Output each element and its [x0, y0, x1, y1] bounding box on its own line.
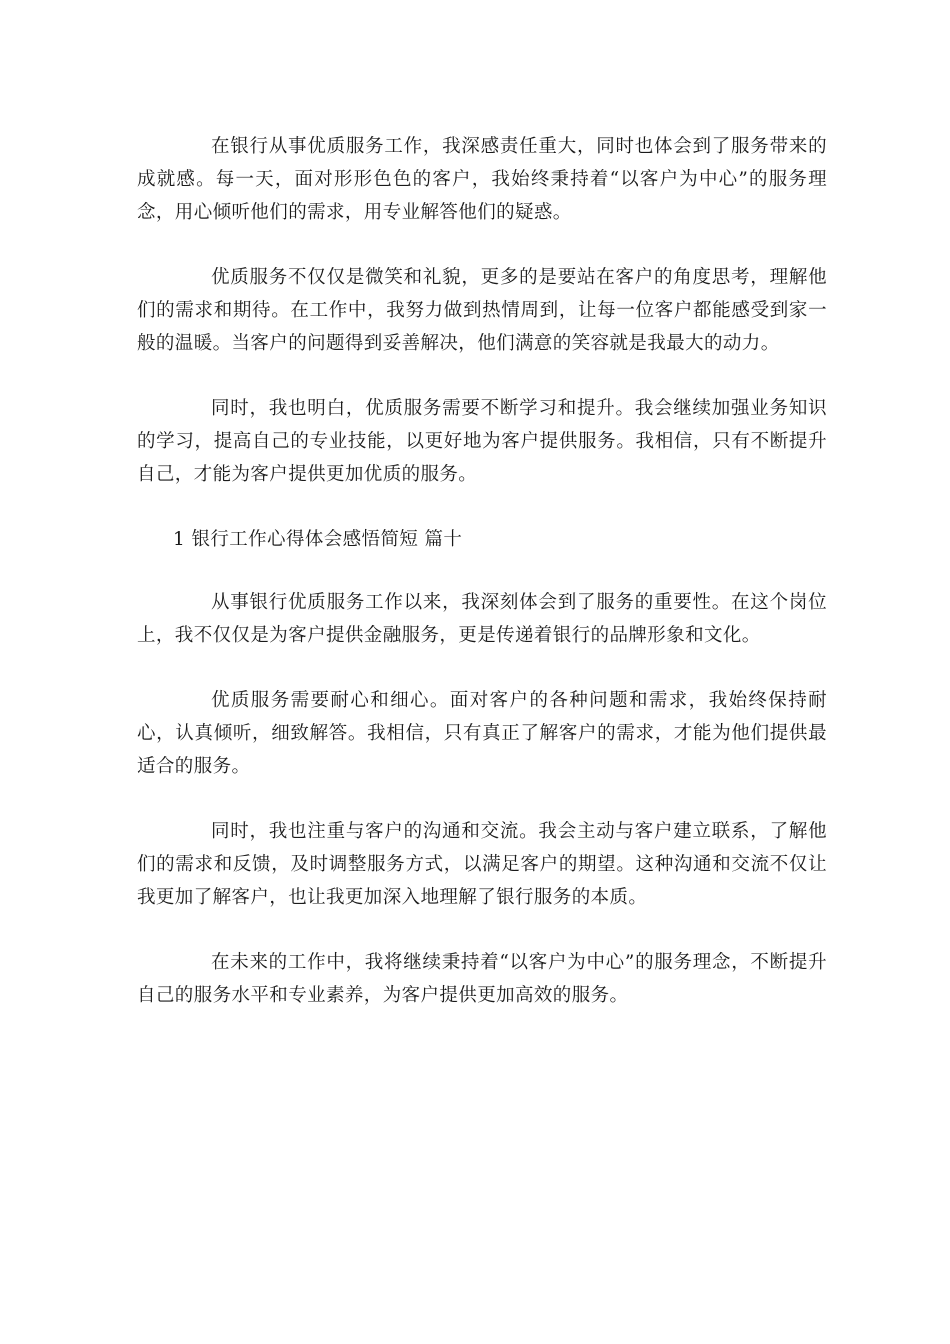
document-body — [137, 130, 827, 1044]
paragraph: 在未来的工作中，我将继续秉持着“以客户为中心”的服务理念，不断提升自己的服务水平和专业素养，为客户提供更加高效的服务。 — [137, 952, 827, 1006]
paragraph: 优质服务不仅仅是微笑和礼貌，更多的是要站在客户的角度思考，理解他们的需求和期待。在工作中，我努力做到热情周到，让每一位客户都能感受到家一般的温暖。当客户的问题得到妥善解决，他们满意的笑容就是我最大的动力。 — [137, 267, 827, 354]
paragraph: 在银行从事优质服务工作，我深感责任重大，同时也体会到了服务带来的成就感。每一天，面对形形色色的客户，我始终秉持着“以客户为中心”的服务理念，用心倾听他们的需求，用专业解答他们的疑惑。 — [137, 136, 827, 223]
paragraph: 优质服务需要耐心和细心。面对客户的各种问题和需求，我始终保持耐心，认真倾听，细致解答。我相信，只有真正了解客户的需求，才能为他们提供最适合的服务。 — [137, 690, 827, 777]
paragraph: 同时，我也明白，优质服务需要不断学习和提升。我会继续加强业务知识的学习，提高自己的专业技能，以更好地为客户提供服务。我相信，只有不断提升自己，才能为客户提供更加优质的服务。 — [137, 398, 827, 485]
paragraph: 同时，我也注重与客户的沟通和交流。我会主动与客户建立联系，了解他们的需求和反馈，及时调整服务方式，以满足客户的期望。这种沟通和交流不仅让我更加了解客户，也让我更加深入地理解了银行服务的本质。 — [137, 821, 827, 908]
paragraph: 从事银行优质服务工作以来，我深刻体会到了服务的重要性。在这个岗位上，我不仅仅是为客户提供金融服务，更是传递着银行的品牌形象和文化。 — [137, 592, 827, 646]
section-heading: 1 银行工作心得体会感悟简短 篇十 — [173, 529, 463, 550]
